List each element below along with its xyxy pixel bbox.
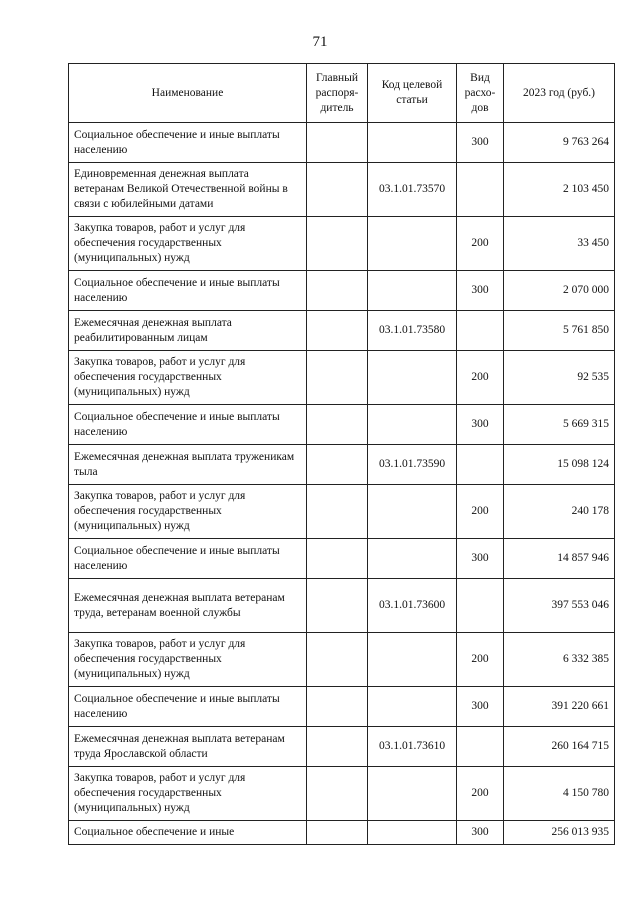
row-sum: 9 763 264 <box>504 123 615 163</box>
row-sum: 260 164 715 <box>504 727 615 767</box>
row-glavny <box>307 539 368 579</box>
row-kod: 03.1.01.73610 <box>368 727 457 767</box>
row-sum: 14 857 946 <box>504 539 615 579</box>
table-row <box>69 123 615 163</box>
row-kod <box>368 123 457 163</box>
row-name: Ежемесячная денежная выплата ветеранам труда Ярославской области <box>69 727 307 767</box>
row-name: Единовременная денежная выплата ветеранам Великой Отечественной войны в связи с юбилейными датами <box>69 163 307 217</box>
table-row <box>69 727 615 767</box>
header-glavny: Главный распоря-дитель <box>307 64 368 123</box>
table-row <box>69 539 615 579</box>
row-kod <box>368 271 457 311</box>
row-name: Социальное обеспечение и иные выплаты населению <box>69 687 307 727</box>
row-kod <box>368 351 457 405</box>
row-sum: 5 761 850 <box>504 311 615 351</box>
row-name: Закупка товаров, работ и услуг для обеспечения государственных (муниципальных) нужд <box>69 767 307 821</box>
row-glavny <box>307 821 368 845</box>
row-vid: 300 <box>457 821 504 845</box>
row-vid: 300 <box>457 539 504 579</box>
row-name: Закупка товаров, работ и услуг для обеспечения государственных (муниципальных) нужд <box>69 485 307 539</box>
row-name: Закупка товаров, работ и услуг для обеспечения государственных (муниципальных) нужд <box>69 217 307 271</box>
table-row <box>69 311 615 351</box>
row-vid: 200 <box>457 767 504 821</box>
row-vid: 300 <box>457 123 504 163</box>
row-kod <box>368 405 457 445</box>
row-name: Ежемесячная денежная выплата ветеранам труда, ветеранам военной службы <box>69 579 307 633</box>
row-vid: 200 <box>457 633 504 687</box>
table-row <box>69 485 615 539</box>
row-name: Социальное обеспечение и иные выплаты населению <box>69 539 307 579</box>
row-vid: 200 <box>457 351 504 405</box>
row-kod <box>368 633 457 687</box>
row-sum: 5 669 315 <box>504 405 615 445</box>
row-sum: 92 535 <box>504 351 615 405</box>
row-vid: 200 <box>457 217 504 271</box>
row-kod: 03.1.01.73590 <box>368 445 457 485</box>
row-glavny <box>307 311 368 351</box>
row-vid <box>457 311 504 351</box>
row-glavny <box>307 633 368 687</box>
table-row <box>69 687 615 727</box>
row-vid: 300 <box>457 271 504 311</box>
row-glavny <box>307 727 368 767</box>
row-kod: 03.1.01.73580 <box>368 311 457 351</box>
row-vid: 300 <box>457 405 504 445</box>
row-kod <box>368 821 457 845</box>
table-row <box>69 821 615 845</box>
row-glavny <box>307 687 368 727</box>
table-row <box>69 163 615 217</box>
row-glavny <box>307 351 368 405</box>
row-glavny <box>307 405 368 445</box>
row-glavny <box>307 217 368 271</box>
row-name: Закупка товаров, работ и услуг для обеспечения государственных (муниципальных) нужд <box>69 633 307 687</box>
row-vid <box>457 579 504 633</box>
row-glavny <box>307 485 368 539</box>
row-kod: 03.1.01.73600 <box>368 579 457 633</box>
row-name: Социальное обеспечение и иные выплаты населению <box>69 405 307 445</box>
row-kod <box>368 539 457 579</box>
header-name: Наименование <box>69 64 307 123</box>
row-vid <box>457 727 504 767</box>
row-name: Социальное обеспечение и иные выплаты населению <box>69 123 307 163</box>
table-row <box>69 405 615 445</box>
table-row <box>69 579 615 633</box>
table-row <box>69 445 615 485</box>
row-sum: 391 220 661 <box>504 687 615 727</box>
header-year: 2023 год (руб.) <box>504 64 615 123</box>
row-name: Социальное обеспечение и иные выплаты населению <box>69 271 307 311</box>
header-vid: Вид расхо-дов <box>457 64 504 123</box>
row-kod: 03.1.01.73570 <box>368 163 457 217</box>
table-row <box>69 767 615 821</box>
row-glavny <box>307 445 368 485</box>
row-vid <box>457 445 504 485</box>
budget-table <box>68 63 615 845</box>
row-sum: 240 178 <box>504 485 615 539</box>
row-sum: 4 150 780 <box>504 767 615 821</box>
page-number: 71 <box>312 34 328 50</box>
table-row <box>69 217 615 271</box>
row-sum: 15 098 124 <box>504 445 615 485</box>
row-vid: 200 <box>457 485 504 539</box>
row-sum: 2 103 450 <box>504 163 615 217</box>
row-vid: 300 <box>457 687 504 727</box>
row-glavny <box>307 271 368 311</box>
table-row <box>69 633 615 687</box>
table-row <box>69 351 615 405</box>
header-kod: Код целевой статьи <box>368 64 457 123</box>
row-sum: 33 450 <box>504 217 615 271</box>
row-sum: 397 553 046 <box>504 579 615 633</box>
table-header-row <box>69 64 615 123</box>
row-glavny <box>307 123 368 163</box>
row-kod <box>368 485 457 539</box>
row-sum: 6 332 385 <box>504 633 615 687</box>
row-name: Закупка товаров, работ и услуг для обеспечения государственных (муниципальных) нужд <box>69 351 307 405</box>
row-glavny <box>307 163 368 217</box>
row-kod <box>368 217 457 271</box>
row-name: Социальное обеспечение и иные <box>69 821 307 845</box>
row-vid <box>457 163 504 217</box>
row-kod <box>368 687 457 727</box>
row-name: Ежемесячная денежная выплата труженикам тыла <box>69 445 307 485</box>
row-glavny <box>307 579 368 633</box>
row-sum: 2 070 000 <box>504 271 615 311</box>
row-name: Ежемесячная денежная выплата реабилитированным лицам <box>69 311 307 351</box>
row-kod <box>368 767 457 821</box>
table-row <box>69 271 615 311</box>
row-glavny <box>307 767 368 821</box>
row-sum: 256 013 935 <box>504 821 615 845</box>
